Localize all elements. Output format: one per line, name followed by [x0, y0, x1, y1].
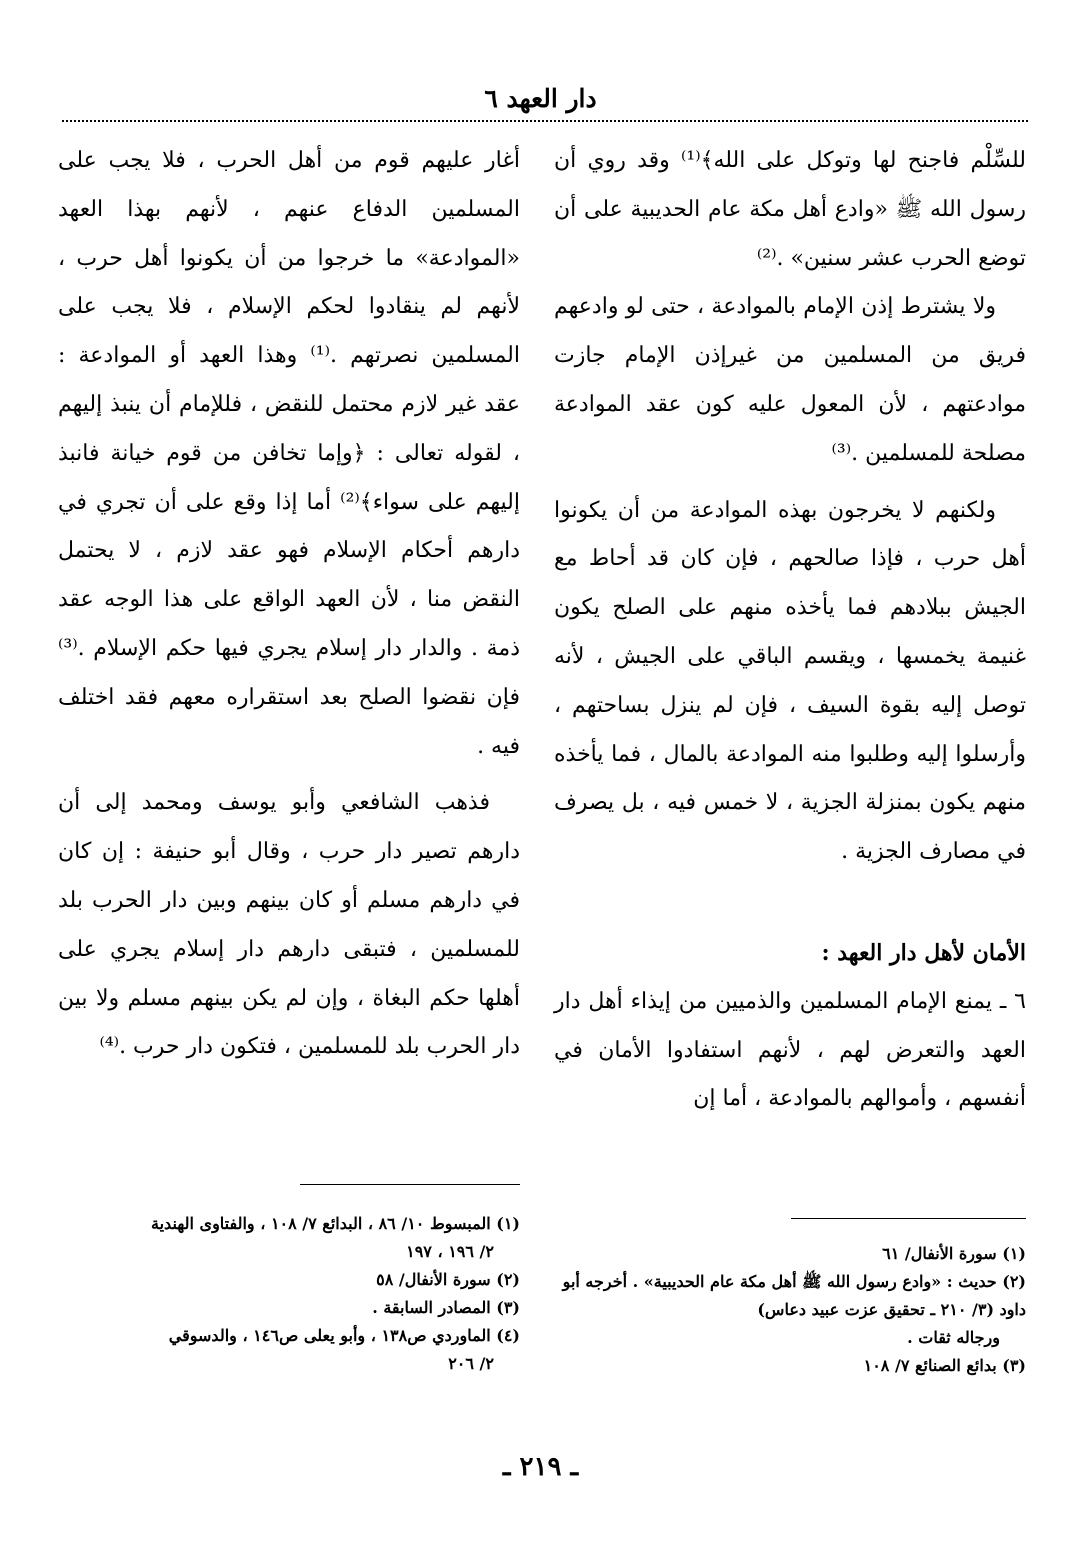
right-column: [554, 137, 1026, 1124]
footnote-continuation: ورجاله ثقات .: [907, 1328, 1000, 1347]
footnote: (١) سورة الأنفال/ ٦١: [882, 1244, 1026, 1263]
paragraph: ولكنهم لا يخرجون بهذه الموادعة من أن يكونوا أهل حرب ، فإذا صالحهم ، فإن كان قد أحاط مع الجيش ببلادهم فما يأخذه منهم على الصلح يكون غنيمة يخمسها ، ويقسم الباقي على الجيش ، لأنه توصل إليه بقوة السيف ، فإن لم ينزل بساحتهم ، وأرسلوا إليه وطلبوا منه الموادعة بالمال ، فما يأخذه منهم يكون بمنزلة الجزية ، لا خمس فيه ، بل يصرف في مصارف الجزية .: [554, 497, 1026, 865]
footnote-separator: [791, 1218, 1026, 1219]
paragraph: ٦ ـ يمنع الإمام المسلمين والذميين من إيذاء أهل دار العهد والتعرض لهم ، لأنهم استفادوا الأمان في أنفسهم ، وأموالهم بالموادعة ، أما إن: [554, 988, 1026, 1112]
paragraph: للسِّلْم فاجنح لها وتوكل على الله﴾⁽¹⁾ وقد روي أن رسول الله ﷺ «وادع أهل مكة عام الحديبية على أن توضع الحرب عشر سنين» .⁽²⁾: [554, 148, 1026, 271]
footnote: (٢) حديث : «وادع رسول الله ﷺ أهل مكة عام الحديبية» . أخرجه أبو داود (٣/ ٢١٠ ـ تحقيق عزت عبيد دعاس): [562, 1272, 1026, 1319]
footnote: (٢) سورة الأنفال/ ٥٨: [376, 1270, 520, 1289]
paragraph: فذهب الشافعي وأبو يوسف ومحمد إلى أن دارهم تصير دار حرب ، وقال أبو حنيفة : إن كان في دارهم مسلم أو كان بينهم وبين دار الحرب بلد للمسلمين ، فتبقى دارهم دار إسلام يجري على أهلها حكم البغاة ، وإن لم يكن بينهم مسلم ولا بين دار الحرب بلد للمسلمين ، فتكون دار حرب .⁽⁴⁾: [58, 790, 520, 1060]
footnote-continuation: ٢/ ٢٠٦: [448, 1354, 494, 1373]
footnotes-left: [58, 1210, 520, 1378]
paragraph: أغار عليهم قوم من أهل الحرب ، فلا يجب على المسلمين الدفاع عنهم ، لأنهم بهذا العهد «الموادعة» ما خرجوا من أن يكونوا أهل حرب ، لأنهم لم ينقادوا لحكم الإسلام ، فلا يجب على المسلمين نصرتهم .⁽¹⁾ وهذا العهد أو الموادعة : عقد غير لازم محتمل للنقض ، فللإمام أن ينبذ إليهم ، لقوله تعالى : ﴿وإما تخافن من قوم خيانة فانبذ إليهم على سواء﴾⁽²⁾ أما إذا وقع على أن تجري في دارهم أحكام الإسلام فهو عقد لازم ، لا يحتمل النقض منا ، لأن العهد الواقع على هذا الوجه عقد ذمة . والدار دار إسلام يجري فيها حكم الإسلام .⁽³⁾ فإن نقضوا الصلح بعد استقراره معهم فقد اختلف فيه .: [58, 148, 520, 759]
footnote-separator: [300, 1184, 520, 1185]
footnote: (٣) المصادر السابقة .: [372, 1298, 520, 1317]
header-dotted-rule: [62, 120, 1028, 122]
running-head: دار العهد ٦: [484, 84, 597, 113]
left-column: [58, 137, 520, 1072]
footnotes-right: [554, 1240, 1026, 1380]
footnote: (٤) الماوردي ص١٣٨ ، وأبو يعلى ص١٤٦ ، والدسوقي: [168, 1326, 520, 1345]
paragraph: ولا يشترط إذن الإمام بالموادعة ، حتى لو وادعهم فريق من المسلمين من غيرإذن الإمام جازت موادعتهم ، لأن المعول عليه كون عقد الموادعة مصلحة للمسلمين .⁽³⁾: [554, 294, 1026, 466]
footnote: (٣) بدائع الصنائع ٧/ ١٠٨: [863, 1356, 1026, 1375]
footnote-continuation: ٢/ ١٩٦ ، ١٩٧: [406, 1242, 494, 1261]
footnote: (١) المبسوط ١٠/ ٨٦ ، البدائع ٧/ ١٠٨ ، والفتاوى الهندية: [151, 1214, 520, 1233]
page-number: ـ ٢١٩ ـ: [502, 1452, 579, 1482]
section-heading: الأمان لأهل دار العهد :: [821, 939, 1026, 966]
